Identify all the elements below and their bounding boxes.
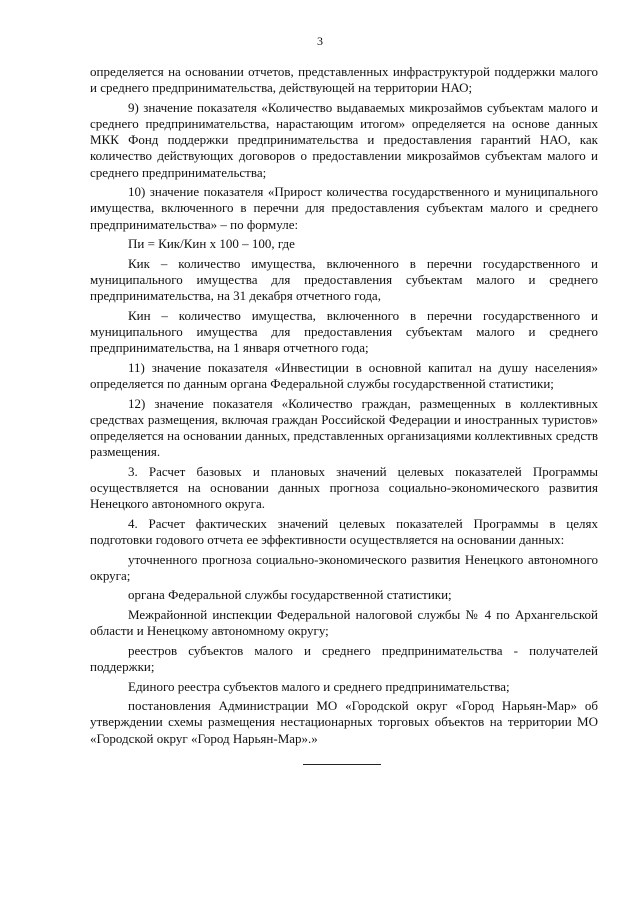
paragraph-source-tax-inspection: Межрайонной инспекции Федеральной налоговой службы № 4 по Архангельской области и Ненецкому автономному округу; <box>90 606 598 639</box>
paragraph-source-statistics: органа Федеральной службы государственной статистики; <box>128 587 452 603</box>
paragraph-source-unified-register: Единого реестра субъектов малого и среднего предпринимательства; <box>128 678 510 694</box>
formula: Пи = Кик/Кин х 100 – 100, где <box>128 236 295 252</box>
paragraph-source-resolution: постановления Администрации МО «Городской округ «Город Нарьян-Мар» об утверждении схемы размещения нестационарных торговых объектов на территории МО «Городской округ «Город Нарьян-Мар».» <box>90 698 598 746</box>
paragraph-item-11: 11) значение показателя «Инвестиции в основной капитал на душу населения» определяется по данным органа Федеральной службы государственной статистики; <box>90 359 598 391</box>
page-number: 3 <box>317 34 323 48</box>
paragraph-item-9: 9) значение показателя «Количество выдаваемых микрозаймов субъектам малого и среднего предпринимательства, нарастающим итогом» определяется на основе данных МКК Фонд поддержки предпринимательства и предоставления гарантий НАО, как количество действующих договоров о предоставлении микрозаймов субъектам малого и среднего предпринимательства; <box>90 99 598 180</box>
paragraph-kik-definition: Кик – количество имущества, включенного в перечни государственного и муниципального имущества для предоставления субъектам малого и среднего предпринимательства, на 31 декабря отчетного года, <box>90 255 598 304</box>
paragraph-kin-definition: Кин – количество имущества, включенного в перечни государственного и муниципального имущества для предоставления субъектам малого и среднего предпринимательства, на 1 января отчетного года; <box>90 307 598 356</box>
paragraph-item-12: 12) значение показателя «Количество граждан, размещенных в коллективных средствах размещения, включая граждан Российской Федерации и иностранных туристов» определяется на основании данных, представленных организациями коллективных средств размещения. <box>90 395 598 460</box>
paragraph-source-registers: реестров субъектов малого и среднего предпринимательства - получателей поддержки; <box>90 642 598 674</box>
paragraph-section-4: 4. Расчет фактических значений целевых показателей Программы в целях подготовки годового отчета ее эффективности осуществляется на основании данных: <box>90 515 598 547</box>
paragraph-continuation: определяется на основании отчетов, представленных инфраструктурой поддержки малого и среднего предпринимательства, действующей на территории НАО; <box>90 64 598 96</box>
document-body <box>90 64 598 750</box>
paragraph-item-10: 10) значение показателя «Прирост количества государственного и муниципального имущества, включенного в перечни для предоставления субъектам малого и среднего предпринимательства» – по формуле: <box>90 184 598 232</box>
paragraph-section-3: 3. Расчет базовых и плановых значений целевых показателей Программы осуществляется на основании данных прогноза социально-экономического развития Ненецкого автономного округа. <box>90 463 598 512</box>
closing-divider-line <box>303 764 381 765</box>
paragraph-source-forecast: уточненного прогноза социально-экономического развития Ненецкого автономного округа; <box>90 551 598 583</box>
